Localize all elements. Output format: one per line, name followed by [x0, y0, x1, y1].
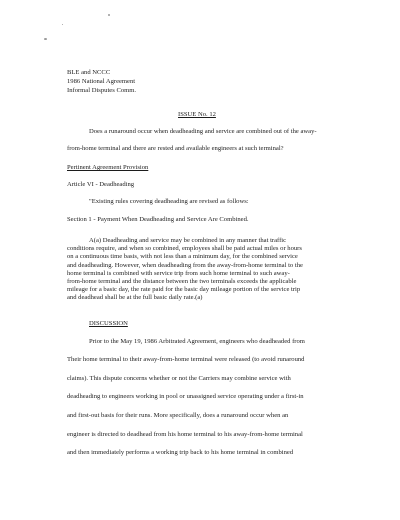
section-body-line: mileage for a basic day, the rate paid for the basic day mileage portion of the service trip: [67, 286, 301, 293]
scan-speck: [62, 24, 63, 25]
quote-intro: "Existing rules covering deadheading are revised as follows:: [89, 198, 249, 205]
discussion-line: Prior to the May 19, 1986 Arbitrated Agreement, engineers who deadheaded from: [89, 338, 305, 345]
section-heading: Section 1 - Payment When Deadheading and Service Are Combined.: [67, 216, 249, 223]
scan-speck: [44, 38, 47, 40]
discussion-line: and then immediately performs a working trip back to his home terminal in combined: [67, 449, 294, 456]
header-line-3: Informal Disputes Comm.: [67, 87, 137, 94]
section-body-line: and deadheading. However, when deadheading from the away-from-home terminal to the: [67, 262, 303, 269]
discussion-heading: DISCUSSION: [89, 320, 128, 327]
section-body-line: on a continuous time basis, with not less than a minimum day, for the combined service: [67, 253, 298, 260]
section-body-line: A(a) Deadheading and service may be combined in any manner that traffic: [89, 237, 287, 244]
discussion-line: and first-out basis for their runs. More specifically, does a runaround occur when an: [67, 412, 289, 419]
question-line-2: from-home terminal and there are rested and available engineers at such terminal?: [67, 145, 284, 152]
discussion-line: claims). This dispute concerns whether or not the Carriers may combine service with: [67, 375, 291, 382]
discussion-line: deadheading to engineers working in pool or unassigned service operating under a first-in: [67, 393, 304, 400]
discussion-line: Their home terminal to their away-from-home terminal were released (to avoid runaround: [67, 356, 305, 363]
provision-heading: Pertinent Agreement Provision: [67, 164, 149, 171]
discussion-line: engineer is directed to deadhead from his home terminal to his away-from-home terminal: [67, 431, 303, 438]
article-heading: Article VI - Deadheading: [67, 181, 135, 188]
section-body-line: from-home terminal and the distance between the two terminals exceeds the applicable: [67, 278, 297, 285]
header-line-2: 1986 National Agreement: [67, 78, 136, 85]
section-body-line: and deadhead shall be at the full basic daily rate.(a): [67, 294, 203, 301]
section-body-line: home terminal is combined with service trip from such home terminal to such away-: [67, 270, 290, 277]
issue-title: ISSUE No. 12: [178, 111, 216, 118]
section-body-line: conditions require, and when so combined, employees shall be paid actual miles or hours: [67, 245, 302, 252]
header-line-1: BLE and NCCC: [67, 69, 111, 76]
question-line-1: Does a runaround occur when deadheading and service are combined out of the away-: [89, 128, 317, 135]
scan-speck: [108, 14, 110, 16]
